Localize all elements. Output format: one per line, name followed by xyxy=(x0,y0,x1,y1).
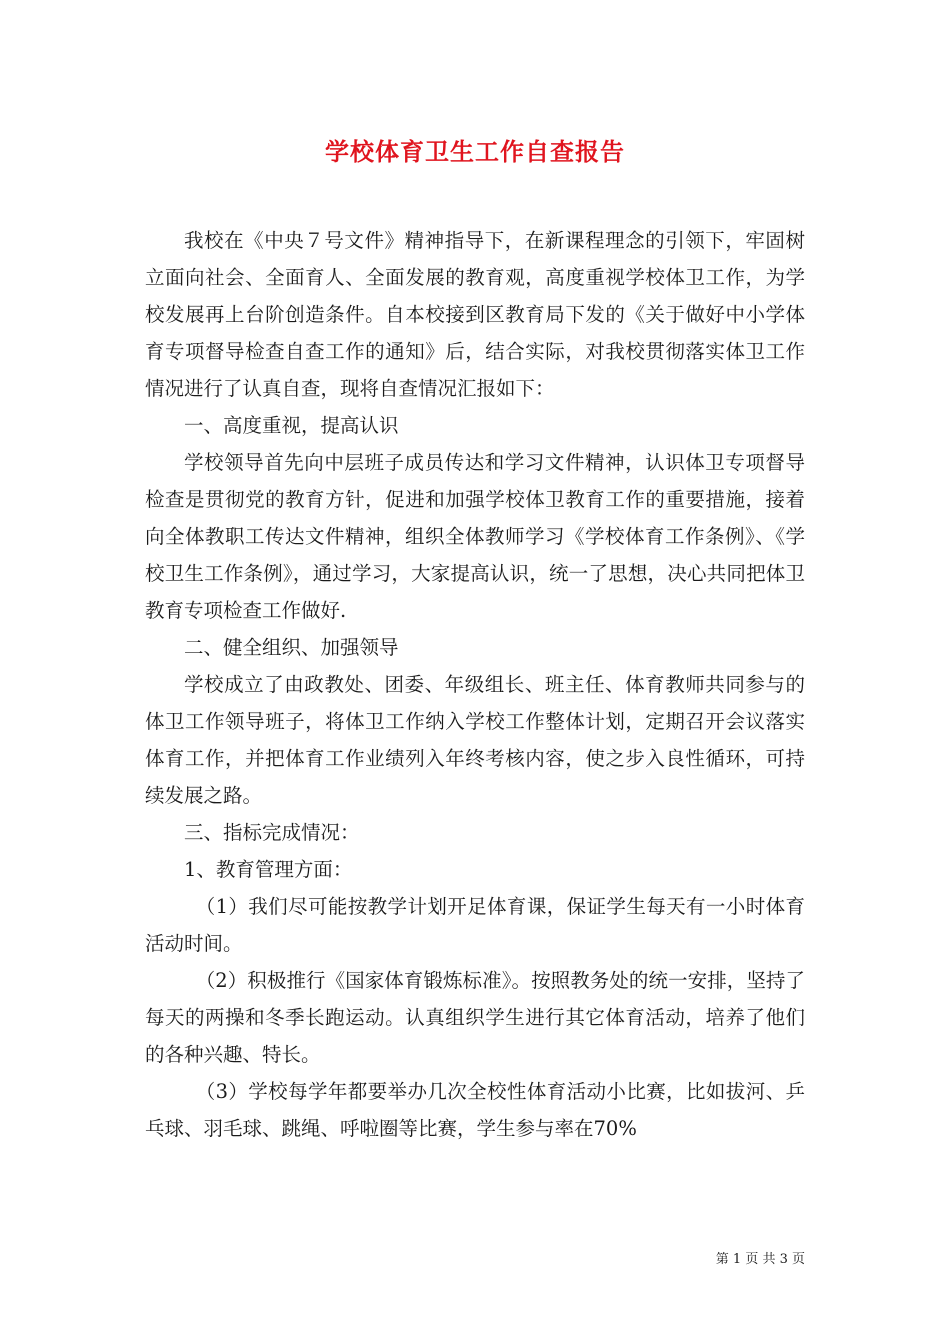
list-item-2: （2）积极推行《国家体育锻炼标准》。按照教务处的统一安排，坚持了每天的两操和冬季长跑运动。认真组织学生进行其它体育活动，培养了他们的各种兴趣、特长。 xyxy=(145,969,805,1066)
document-title: 学校体育卫生工作自查报告 xyxy=(325,137,625,166)
list-item-3: （3）学校每学年都要举办几次全校性体育活动小比赛，比如拔河、乒乓球、羽毛球、跳绳、呼啦圈等比赛，学生参与率在70% xyxy=(145,1080,805,1140)
paragraph-section-1: 学校领导首先向中层班子成员传达和学习文件精神，认识体卫专项督导检查是贯彻党的教育方针，促进和加强学校体卫教育工作的重要措施，接着向全体教职工传达文件精神，组织全体教师学习《学校体育工作条例》、《学校卫生工作条例》，通过学习，大家提高认识，统一了思想，决心共同把体卫教育专项检查工作做好. xyxy=(145,451,805,622)
paragraph-section-2: 学校成立了由政教处、团委、年级组长、班主任、体育教师共同参与的体卫工作领导班子，将体卫工作纳入学校工作整体计划，定期召开会议落实体育工作，并把体育工作业绩列入年终考核内容，使之步入良性循环，可持续发展之路。 xyxy=(145,673,805,807)
heading-section-1: 一、高度重视，提高认识 xyxy=(184,414,399,437)
document-body xyxy=(145,222,805,1147)
heading-section-3: 三、指标完成情况： xyxy=(184,821,360,844)
heading-section-2: 二、健全组织、加强领导 xyxy=(184,636,399,659)
subheading-education-management: 1、教育管理方面： xyxy=(184,858,353,881)
list-item-1: （1）我们尽可能按教学计划开足体育课，保证学生每天有一小时体育活动时间。 xyxy=(145,895,805,955)
page-number: 第 1 页 共 3 页 xyxy=(715,1252,805,1267)
paragraph-intro: 我校在《中央７号文件》精神指导下，在新课程理念的引领下，牢固树立面向社会、全面育人、全面发展的教育观，高度重视学校体卫工作，为学校发展再上台阶创造条件。自本校接到区教育局下发的《关于做好中小学体育专项督导检查自查工作的通知》后，结合实际，对我校贯彻落实体卫工作情况进行了认真自查，现将自查情况汇报如下： xyxy=(145,229,805,400)
